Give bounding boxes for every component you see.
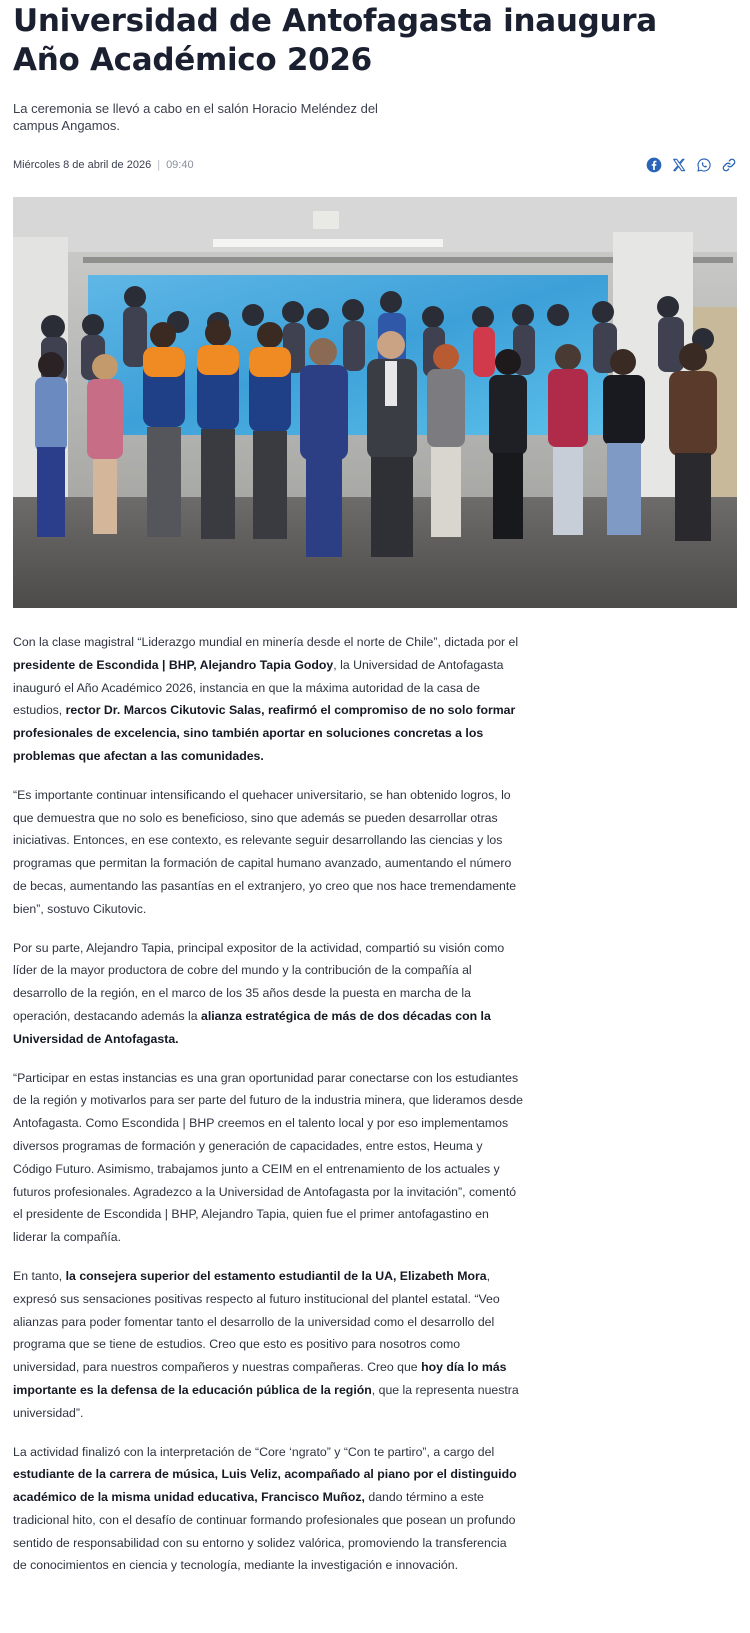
link-icon[interactable]: [721, 157, 737, 173]
article-body: [13, 631, 523, 1577]
body-text: “Es importante continuar intensificando el quehacer universitario, se han obtenido logros, lo que demuestra que no solo es beneficioso, sino que además se pueden desarrollar otras iniciativas. Entonces, en ese contexto, es relevante seguir desarrollando las ciencias y los programas que permitan la formación de capital humano avanzado, aumentando el número de becas, aumentando las pasantías en el extranjero, yo creo que nos hace tremendamente bien”, sostuvo Cikutovic.: [13, 787, 517, 916]
meta-separator: |: [157, 159, 161, 171]
whatsapp-icon[interactable]: [696, 157, 712, 173]
group-photo-illustration: [13, 197, 737, 608]
body-paragraph: [13, 1067, 523, 1249]
body-paragraph: [13, 1265, 523, 1425]
bold-text: alianza estratégica de más de dos décadas con la Universidad de Antofagasta.: [13, 1008, 491, 1046]
bold-text: hoy día lo más importante es la defensa de la educación pública de la región: [13, 1360, 507, 1397]
bold-text: estudiante de la carrera de música, Luis Veliz, acompañado al piano por el distinguido académico de la misma unidad educativa, Francisco Muñoz,: [13, 1467, 517, 1505]
body-text: , la Universidad de Antofagasta inauguró el Año Académico 2026, instancia en que la máxima autoridad de la casa de estudios,: [13, 657, 504, 718]
hero-photo: [13, 197, 737, 608]
body-paragraph: [13, 937, 523, 1051]
body-text: , que la representa nuestra universidad”.: [13, 1382, 519, 1420]
publish-date: Miércoles 8 de abril de 2026: [13, 159, 152, 171]
article-subtitle: La ceremonia se llevó a cabo en el salón Horacio Meléndez del campus Angamos.: [13, 101, 378, 133]
bold-text: presidente de Escondida | BHP, Alejandro Tapia Godoy: [13, 657, 334, 672]
body-text: Por su parte, Alejandro Tapia, principal expositor de la actividad, compartió su visión como líder de la mayor productora de cobre del mundo y la contribución de la compañía al desarrollo de la región, en el marco de los 35 años desde la puesta en marcha de la operación, destacando además la: [13, 940, 505, 1023]
publish-time: 09:40: [166, 159, 194, 171]
share-bar: [646, 157, 737, 173]
body-text: “Participar en estas instancias es una gran oportunidad parar conectarse con los estudiantes de la región y motivarlos para ser parte del futuro de la industria minera, que lideramos desde Antofagasta. Como Escondida | BHP creemos en el talento local y por eso implementamos diversos programas de formación y generación de capacidades, entre estos, Heuma y Código Futuro. Asimismo, trabajamos junto a CEIM en el entrenamiento de los actuales y futuros profesionales. Agradezco a la Universidad de Antofagasta por la invitación”, comentó el presidente de Escondida | BHP, Alejandro Tapia, quien fue el primer antofagastino en liderar la compañía.: [13, 1070, 523, 1245]
article-title: Universidad de Antofagasta inaugura Año Académico 2026: [13, 3, 657, 78]
body-text: En tanto,: [13, 1268, 66, 1283]
bold-text: rector Dr. Marcos Cikutovic Salas, reafirmó el compromiso de no solo formar profesionales de excelencia, sino también aportar en soluciones concretas a los problemas que afectan a las comunidades.: [13, 703, 516, 763]
x-icon[interactable]: [671, 157, 687, 173]
body-text: dando término a este tradicional hito, con el desafío de continuar formando profesionales que posean un profundo sentido de responsabilidad con su entorno y solidez valórica, promoviendo la transferencia de conocimientos en ciencia y tecnología, mediante la investigación e innovación.: [13, 1490, 516, 1573]
facebook-icon[interactable]: [646, 157, 662, 173]
body-text: La actividad finalizó con la interpretación de “Core ‘ngrato” y “Con te partiro”, a cargo del: [13, 1444, 495, 1459]
body-text: Con la clase magistral “Liderazgo mundial en minería desde el norte de Chile”, dictada por el: [13, 635, 519, 649]
body-paragraph: [13, 784, 523, 921]
body-text: , expresó sus sensaciones positivas respecto al futuro institucional del plantel estatal. “Veo alianzas para poder fomentar tanto el desarrollo de la universidad como el desarrollo del programa que se tiene de estudios. Creo que esto es positivo para nosotros como universidad, para nuestros compañeros y nuestras compañeras. Creo que: [13, 1268, 500, 1375]
article-meta: [13, 159, 194, 171]
body-paragraph: [13, 631, 523, 768]
body-paragraph: [13, 1441, 523, 1578]
bold-text: la consejera superior del estamento estudiantil de la UA, Elizabeth Mora: [65, 1268, 487, 1283]
meta-row: [13, 153, 737, 177]
